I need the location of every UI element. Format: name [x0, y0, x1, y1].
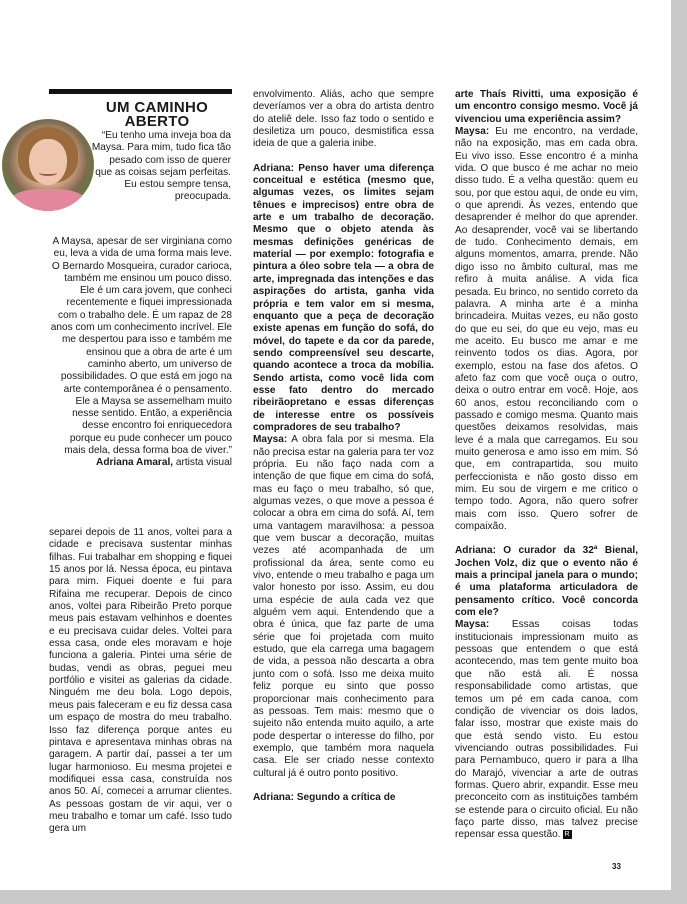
answer-3-speaker: Maysa: [455, 619, 490, 631]
question-2-continued: arte Thaís Rivitti, uma exposição é um encontro consigo mesmo. Você já vivenciou uma experiência assim? [455, 89, 638, 125]
question-3-speaker: Adriana: [455, 545, 496, 557]
box-top-rule [49, 89, 232, 94]
quote-opening: “Eu tenho uma inveja boa da Maysa. Para mim, tudo fica tão pesado com isso de querer que as coisas sejam perfeitas. Eu estou sempre tensa, preocupada. [91, 130, 231, 203]
answer-3-text: Essas coisas todas institucionais impressionam muito as pessoas que entendem o que está acontecendo, mas tem gente muito boa que não está ali. É nossa responsabilidade como artistas, que temos um pé em cada canoa, com condição de vivenciar os dois lados, falar isso, mostrar que existe mais do que está sendo visto. Eu estou vivenciando outras possibilidades. Fui para Pernambuco, quero ir para a Ilha do Marajó, vivenciar a arte de outras formas. Quero abrir, expandir. Esse meu preconceito com as instituições também se estende para o circuito oficial. Eu não faço parte disso, mas talvez precise repensar essa questão. [455, 619, 638, 841]
page-edge-right [671, 0, 687, 904]
box-title: UM CAMINHO ABERTO [105, 99, 209, 130]
end-mark: R [564, 831, 570, 839]
column-3 [455, 89, 638, 842]
column-2 [253, 89, 434, 804]
answer-2-text: Eu me encontro, na verdade, não na exposição, mas em cada obra. Eu vivo isso. Esse encontro é a minha vida. O que busco é me achar no meio disso tudo. É a velha questão: quem eu sou, por que estou aqui, de onde eu vim, o que aprendi. Às vezes, entendo que desaprender é melhor do que aprender. Ao desaprender, você vai se libertando de tudo. Conhecimento demais, em alguns momentos, amarra, prende. Não digo isso no âmbito cultural, mas me refiro à muita análise. A vida fica pesada. Eu brinco, no sentido correto da palavra. A minha arte é a minha brincadeira. Muitas vezes, eu não gosto do que eu sei, do que eu vejo, mas eu me aceito. Eu busco me amar e me reinvento todos os dias. Agora, por exemplo, estou na fase dos afetos. O afeto faz com que você ouça o outro, deixa o outro entrar em você. Hoje, aos 60 anos, estou reconciliando com o passado e comigo mesma. Quanto mais questões deixamos resolvidas, mais leve é a mala que carregamos. Eu sou muito generosa e amo isso em mim. Só que, em contrapartida, sou muito perfeccionista e não gosto disso em mim. Eu sou de virgem e me critico o tempo todo. Agora, não quero sofrer mais com isso. Quero sofrer de compaixão. [455, 126, 638, 533]
page-edge-bottom [0, 890, 687, 904]
answer-1-speaker: Maysa: [253, 434, 288, 446]
quote-signature-name: Adriana Amaral, [96, 457, 174, 469]
quote-rest: A Maysa, apesar de ser virginiana como eu, leva a vida de uma forma mais leve. O Bernardo Mosqueira, curador carioca, também me ensinou um pouco disso. Ele é um cara jovem, que conheci recentemente e fiquei impressionada com o trabalho dele. É um rapaz de 28 anos com um conhecimento incrível. Ele me despertou para isso e também me ensinou que a obra de arte é um caminho aberto, um universo de possibilidades. O que está em jogo na arte contemporânea é o pensamento. Ele a Maysa se assemelham muito nesse sentido. Então, a experiência desse encontro foi enriquecedora porque eu pude conhecer um pouco mais dela, dessa forma boa de viver.” [50, 236, 232, 457]
col2-paragraph-1: envolvimento. Aliás, acho que sempre deveríamos ver a obra do artista dentro do ateliê dele. Isso faz todo o sentido e desiletiza um pouco, desmistifica essa ideia de que a galeria inibe. [253, 89, 434, 150]
answer-2 [455, 126, 638, 533]
answer-3 [455, 619, 638, 841]
page-number: 33 [612, 862, 621, 871]
answer-1-text: A obra fala por si mesma. Ela não precisa estar na galeria para ter voz própria. Eu não faço nada com a intenção de que fique em cima do sofá, mas eu faço o meu trabalho, só que, algumas vezes, o que move a pessoa é colocar a obra em cima do sofá. Aí, tem uma vantagem maravilhosa: a pessoa que vem buscar a decoração, muitas vezes até acompanhada de um profissional da área, sente como eu vivo, entende o meu trabalho e paga um valor honesto por isso. Assim, eu dou uma espécie de aula cada vez que alguém vem aqui. Entendendo que a obra é única, que faz parte de uma série que foi projetada com muito estudo, que ela carrega uma bagagem de vida, a pessoa não descarta a obra junto com o sofá. Isso me deixa muito feliz porque eu sinto que posso proporcionar mais conhecimento para as pessoas. Tem mais: mesmo que o sujeito não entenda muito aquilo, a arte pode despertar o interesse do filho, por exemplo, que também mora naquela casa. Ele ser criado nesse contexto cultural já é outro ponto positivo. [253, 434, 434, 779]
portrait-shirt [10, 189, 86, 211]
quote-signature-role: artista visual [173, 457, 232, 469]
question-2 [253, 792, 434, 804]
portrait-photo [2, 119, 94, 211]
portrait-face [29, 139, 67, 185]
answer-1 [253, 434, 434, 780]
column-1 [49, 527, 232, 836]
answer-2-speaker: Maysa: [455, 126, 490, 138]
question-1-speaker: Adriana: [253, 162, 294, 174]
col1-paragraph: separei depois de 11 anos, voltei para a cidade e precisava sustentar minhas filhas. Fui trabalhar em shopping e fiquei 15 anos por lá. Nessa época, eu pintava para mim. Fiquei doente e fui para Rifaina me recuperar. Depois de cinco anos, voltei para Ribeirão Preto porque meus pais estavam velhinhos e doentes e eu precisava cuidar deles. Voltei para essa casa, onde eles moravam e hoje funciona a galeria. Pintei uma série de budas, vendi as obras, peguei meu portfólio e visitei as galerias da cidade. Ninguém me deu bola. Logo depois, meus pais faleceram e eu fiz dessa casa um espaço de mostra do meu trabalho. Isso faz diferença porque antes eu pintava e apresentava minhas obras na garagem. A partir daí, passei a ter um lugar harmonioso. Eu mesma projetei e modifiquei essa casa, construída nos anos 50. Aí, comecei a arrumar clientes. As pessoas gostam de vir aqui, ver o meu trabalho e tomar um café. Isso tudo gera um [49, 527, 232, 835]
question-2-text: Segundo a crítica de [293, 791, 396, 803]
quote-body [49, 236, 232, 470]
portrait-smile [39, 170, 57, 176]
question-1 [253, 163, 434, 435]
sidebar-quote-box [49, 89, 232, 496]
question-3 [455, 545, 638, 619]
question-3-text: O curador da 32ª Bienal, Jochen Volz, diz que o evento não é mais a principal janela para o mundo; é uma plataforma articuladora de pensamento crítico. Você concorda com ele? [455, 545, 638, 619]
question-2-speaker: Adriana: [253, 791, 294, 803]
question-1-text: Penso haver uma diferença conceitual e estética (mesmo que, algumas vezes, os limites sejam tênues e imprecisos) entre obra de arte e um trabalho de decoração. Mesmo que o objeto atenda às mesmas definições genéricas de material — por exemplo: fotografia e pintura a óleo sobre tela — a obra de arte, impregnada das intenções e das aspirações do artista, ganha vida própria e tem valor em si mesma, enquanto que a peça de decoração existe apenas em função do sofá, do móvel, do tapete e da cor da parede, sendo compreensível seu descarte, quando acontece a troca da mobília. Sendo artista, como você lida com esse fato dentro do mercado ribeirãopretano e essas diferenças de interesse entre os possíveis compradores de seu trabalho? [253, 162, 434, 433]
